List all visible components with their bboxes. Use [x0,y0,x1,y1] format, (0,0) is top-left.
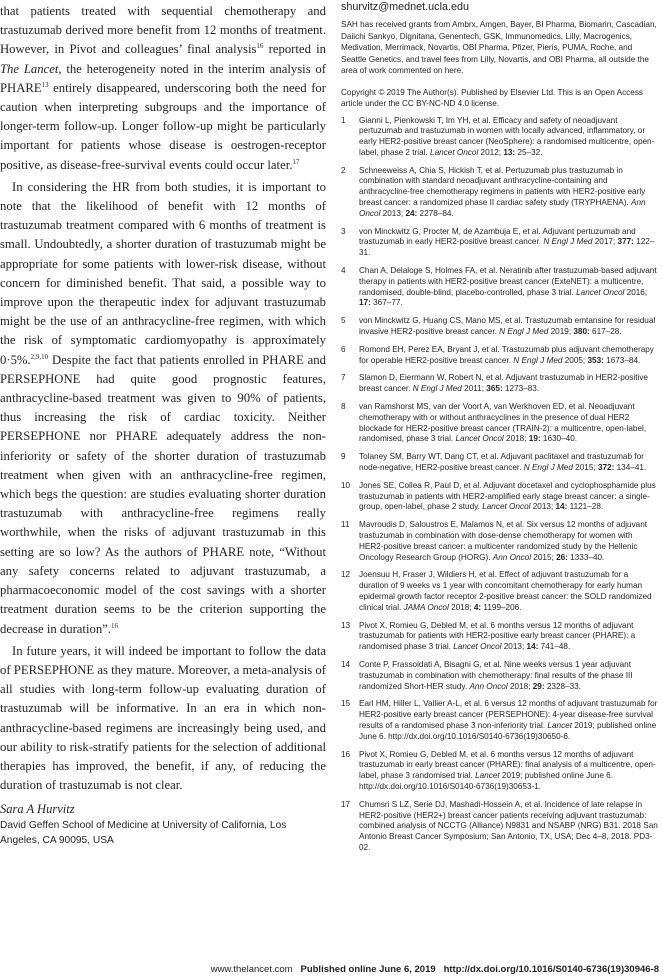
reference-item [341,402,659,445]
reference-text: Pivot X, Romieu G, Debled M, et al. 6 months versus 12 months of adjuvant trastuzumab for patients with HER2-positive early breast cancer (PHARE): a randomised phase 3 trial. Lancet Oncol 2013; 14: 741–48. [359,620,636,652]
conflict-disclosure: SAH has received grants from Ambrx, Amgen, Bayer, BI Pharma, Biomarin, Cascadian, Daiichi Sankyo, Dignitana, Genentech, GSK, Immunomedics, Lilly, Macrogenics, Medivation, Merrimack, Novartis, OBI Pharma, Pfizer, Pieris, PUMA, Roche, and Seattle Genetics, and travel fees from Lilly, Novartis, and OBI Pharma, all outside the area of work commented on here. [341,20,657,75]
reference-text: Chan A, Delaloge S, Holmes FA, et al. Neratinib after trastuzumab-based adjuvant therapy in patients with HER2-positive breast cancer (ExteNET): a multicentre, randomised, double-blind, placebo-controlled, phase 3 trial. Lancet Oncol 2016; 17: 367–77. [359,266,657,308]
reference-text: Mavroudis D, Saloustros E, Malamos N, et al. Six versus 12 months of adjuvant trastuzumab in combination with dose-dense chemotherapy for women with HER2-positive breast cancer: a multicenter randomized study by the Hellenic Oncology Research Group (HORG). Ann Oncol 2015; 26: 1333–40. [359,520,648,562]
reference-item [341,699,659,742]
reference-item [341,373,659,395]
reference-number: 11 [341,520,350,530]
reference-item [341,316,659,338]
reference-number: 10 [341,480,351,490]
reference-number: 14 [341,659,351,669]
side-column [341,0,659,861]
article-paragraphs [0,2,326,795]
footer-doi[interactable]: http://dx.doi.org/10.1016/S0140-6736(19)30946-8 [443,964,659,975]
reference-number: 6 [341,344,346,354]
reference-item [341,227,659,259]
reference-number: 8 [341,402,346,412]
reference-item [341,750,659,793]
reference-item [341,166,659,220]
reference-number: 1 [341,115,346,125]
reference-text: Earl HM, Hiller L, Vallier A-L, et al. 6 versus 12 months of adjuvant trastuzumab for HER2-positive early breast cancer (PERSEPHONE): 4-year disease-free survival results of a randomised phase 3 non-inferiority trial. Lancet 2019; published online June 6. http://dx.doi.org/10.1016/S0140-6736(19)30650-6. [359,699,658,741]
reference-item [341,345,659,367]
reference-text: von Minckwitz G, Huang CS, Mano MS, et al. Trastuzumab emtansine for residual invasive HER2-positive breast cancer. N Engl J Med 2019; 380: 617–28. [359,316,656,337]
reference-number: 4 [341,266,346,276]
footer-site[interactable]: www.thelancet.com [210,964,293,975]
reference-text: Schneeweiss A, Chia S, Hickish T, et al. Pertuzumab plus trastuzumab in combination with standard neoadjuvant anthracycline-containing and anthracycline-free chemotherapy regimens in patients with HER2-positive early breast cancer: a randomized phase II cardiac safety study (TRYPHAENA). Ann Oncol 2013; 24: 2278–84. [359,165,646,218]
footer-published: Published online June 6, 2019 [300,964,436,975]
reference-text: Slamon D, Eiermann W, Robert N, et al. Adjuvant trastuzumab in HER2-positive breast cancer. N Engl J Med 2011; 365: 1273–83. [359,373,648,394]
reference-number: 17 [341,799,351,809]
reference-item [341,800,659,854]
reference-number: 15 [341,699,351,709]
reference-text: Pivot X, Romieu G, Debled M, et al. 6 months versus 12 months of adjuvant trastuzumab in early breast cancer (PHARE): final analysis of a multicentre, open-label, phase 3 randomised trial. Lancet 2019; published online June 6. http://dx.doi.org/10.1016/S0140-6736(19)30653-1. [359,749,656,791]
body-paragraph: In future years, it will indeed be important to follow the data of PERSEPHONE as they mature. Moreover, a meta-analysis of all studies with long-term follow-up evaluating duration of trastuzumab will be informative. In an era in which non-anthracycline-based regimens are increasingly being used, and our ability to risk-stratify patients for the selection of additional therapies has improved, the benefit, if any, of reducing the duration of trastuzumab is not clear. [0,643,326,793]
reference-item [341,520,659,563]
body-paragraph: In considering the HR from both studies, it is important to note that the likelihood of benefit with 12 months of trastuzumab treatment compared with 6 months of treatment is small. Undoubtedly, a shorter duration of trastuzumab might be appropriate for some patients with lower-risk disease, without concern for diminished benefit. That said, a possible way to improve upon the therapeutic index for adjuvant trastuzumab might be the use of an anthracycline-free regimen, with which the risk of symptomatic cardiomyopathy is approximately 0·5%.$^{2,9,10}$ Despite the fact that patients enrolled in PHARE and PERSEPHONE had quite good prognostic features, anthracycline-based treatment was given to 90% of patients, thus increasing the risk of cardiac toxicity. Neither PERSEPHONE nor PHARE adequately address the non-inferiority or safety of the shorter duration of trastuzumab treatment when given with an anthracycline-free regimen, which begs the question: are studies evaluating shorter duration trastuzumab with anthracycline-free regimens really worthwhile, when the risks of adjuvant trastuzumab in this setting are so low? As the authors of PHARE note, “Without any safety concerns related to adjuvant trastuzumab, a pharmacoeconomic model of the cost savings with a shorter treatment duration seems to be the criterion supporting the decrease in duration”.$^{16}$ [0,179,326,636]
reference-number: 9 [341,452,346,462]
reference-text: Romond EH, Perez EA, Bryant J, et al. Trastuzumab plus adjuvant chemotherapy for operable HER2-positive breast cancer. N Engl J Med 2005; 353: 1673–84. [359,344,654,365]
reference-number: 13 [341,620,351,630]
reference-item [341,481,659,513]
reference-list [341,116,659,854]
reference-number: 7 [341,373,346,383]
body-paragraph: that patients treated with sequential chemotherapy and trastuzumab derived more benefit from 12 months of treatment. However, in Pivot and colleagues’ final analysis$^{16}$ reported in The Lancet, the heterogeneity noted in the interim analysis of PHARE$^{13}$ entirely disappeared, underscoring both the need for caution when interpreting subgroups and the importance of longer-term follow-up. Longer follow-up might be particularly important for patients whose disease is oestrogen-receptor positive, as disease-free-survival events could occur later.$^{17}$ [0,4,326,172]
reference-text: Tolaney SM, Barry WT, Dang CT, et al. Adjuvant paclitaxel and trastuzumab for node-negative, HER2-positive breast cancer. N Engl J Med 2015; 372: 134–41. [359,452,647,473]
reference-item [341,116,659,159]
copyright-notice: Copyright © 2019 The Author(s). Published by Elsevier Ltd. This is an Open Access article under the CC BY-NC-ND 4.0 license. [341,87,644,108]
author-block [0,801,326,848]
reference-item [341,621,659,653]
reference-item [341,452,659,474]
reference-number: 12 [341,570,351,580]
reference-text: Gianni L, Pienkowski T, Im YH, et al. Efficacy and safety of neoadjuvant pertuzumab and trastuzumab in women with locally advanced, inflammatory, or early HER2-positive breast cancer (NeoSphere): a randomised multicentre, open-label, phase 2 trial. Lancet Oncol 2012; 13: 25–32. [359,115,655,157]
author-name: Sara A Hurvitz [0,802,75,817]
reference-item [341,570,659,613]
reference-text: Chumsri S LZ, Serie DJ, Mashadi-Hossein A, et al. Incidence of late relapse in HER2-positive (HER2+) breast cancer patients receiving adjuvant trastuzumab: combined analysis of NCCTG (Alliance) N9831 and NSABP (NRG) B31. 2018 San Antonio Breast Cancer Symposium; San Antonio, TX, USA; Dec 4–8, 2018. PD3-02. [359,799,658,852]
page-footer [0,964,659,976]
reference-text: von Minckwitz G, Procter M, de Azambuja E, et al. Adjuvant pertuzumab and trastuzumab in early HER2-positive breast cancer. N Engl J Med 2017; 377: 122–31. [359,226,655,258]
author-affiliation: David Geffen School of Medicine at University of California, Los Angeles, CA 90095, USA [0,820,287,847]
reference-number: 3 [341,226,346,236]
reference-text: van Ramshorst MS, van der Voort A, van Werkhoven ED, et al. Neoadjuvant chemotherapy with or without anthracyclines in the presence of dual HER2 blockade for HER2-positive breast cancer (TRAIN-2): a multicentre, open-label, randomised, phase 3 trial. Lancet Oncol 2018; 19: 1630–40. [359,402,647,444]
reference-text: Joensuu H, Fraser J, Wildiers H, et al. Effect of adjuvant trastuzumab for a duration of 9 weeks vs 1 year with concomitant chemotherapy for early human epidermal growth factor receptor 2-positive breast cancer: the SOLD randomized clinical trial. JAMA Oncol 2018; 4: 1199–206. [359,570,652,612]
reference-number: 16 [341,749,351,759]
reference-text: Jones SE, Collea R, Paul D, et al. Adjuvant docetaxel and cyclophosphamide plus trastuzumab in patients with HER2-amplified early stage breast cancer: a single-group, open-label, phase 2 study. Lancet Oncol 2013; 14: 1121–28. [359,480,656,512]
reference-text: Conte P, Frassoldati A, Bisagni G, et al. Nine weeks versus 1 year adjuvant trastuzumab in combination with chemotherapy: final results of the phase III randomized Short-HER study. Ann Oncol 2018; 29: 2328–33. [359,659,633,691]
reference-number: 2 [341,165,346,175]
reference-item [341,660,659,692]
reference-number: 5 [341,316,346,326]
author-email[interactable]: shurvitz@mednet.ucla.edu [341,1,469,13]
article-body-column [0,2,326,848]
reference-item [341,266,659,309]
